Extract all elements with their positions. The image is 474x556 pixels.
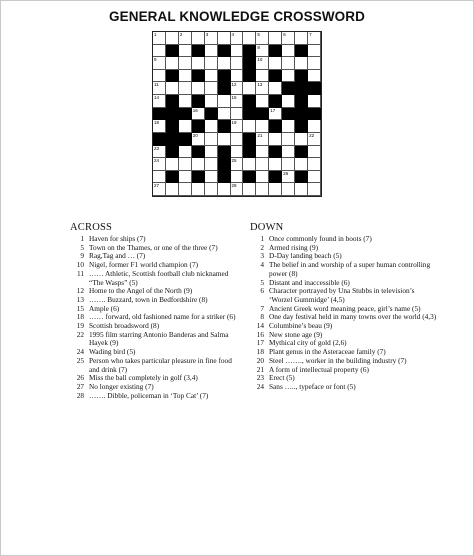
clue-text: Rag,Tag and … (7) [89, 251, 146, 261]
grid-cell[interactable] [205, 82, 218, 95]
grid-cell[interactable] [179, 32, 192, 45]
grid-cell[interactable] [243, 32, 256, 45]
grid-cell[interactable] [231, 171, 244, 184]
cell-number: 4 [231, 32, 235, 37]
grid-cell[interactable] [308, 45, 321, 58]
grid-cell[interactable] [256, 32, 269, 45]
grid-block [269, 120, 282, 133]
grid-block [205, 108, 218, 121]
grid-block [192, 146, 205, 159]
grid-cell[interactable] [205, 146, 218, 159]
grid-cell[interactable] [269, 32, 282, 45]
clue-text: Home to the Angel of the North (9) [89, 286, 193, 296]
grid-cell[interactable] [256, 133, 269, 146]
grid-cell[interactable] [282, 133, 295, 146]
cell-number: 6 [283, 32, 286, 37]
grid-block [218, 146, 231, 159]
grid-cell[interactable] [166, 82, 179, 95]
clue-item [70, 270, 242, 287]
grid-block [218, 120, 231, 133]
clue-text: 1995 film starring Antonio Banderas and Salma Hayek (9) [89, 329, 229, 348]
grid-block [243, 133, 256, 146]
grid-cell[interactable] [153, 146, 166, 159]
grid-cell[interactable] [179, 120, 192, 133]
cell-number: 5 [257, 32, 260, 37]
grid-cell[interactable] [218, 108, 231, 121]
cell-number: 13 [257, 82, 263, 88]
clue-text: Miss the ball completely in golf (3,4) [89, 373, 198, 383]
grid-cell[interactable] [218, 95, 231, 108]
grid-block [243, 45, 256, 58]
clue-text: Plant genus in the Asteraceae family (7) [269, 347, 386, 357]
grid-cell[interactable] [231, 133, 244, 146]
grid-block [282, 108, 295, 121]
grid-cell[interactable] [269, 133, 282, 146]
grid-cell[interactable] [231, 158, 244, 171]
grid-cell[interactable] [308, 158, 321, 171]
clue-number: 4 [260, 260, 264, 270]
grid-block [295, 70, 308, 83]
clue-number: 5 [80, 242, 84, 252]
grid-cell[interactable] [205, 95, 218, 108]
grid-cell[interactable] [205, 57, 218, 70]
grid-cell[interactable] [282, 32, 295, 45]
clue-number: 7 [260, 303, 264, 313]
grid-cell[interactable] [308, 171, 321, 184]
grid-cell[interactable] [166, 183, 179, 196]
grid-cell[interactable] [205, 120, 218, 133]
grid-cell[interactable] [256, 82, 269, 95]
grid-cell[interactable] [282, 146, 295, 159]
grid-cell[interactable] [153, 32, 166, 45]
grid-cell[interactable] [179, 171, 192, 184]
clue-item [250, 287, 438, 304]
grid-block [269, 45, 282, 58]
grid-block [166, 133, 179, 146]
grid-cell[interactable] [282, 158, 295, 171]
clue-number: 9 [80, 251, 84, 261]
clue-item [70, 331, 242, 348]
grid-cell[interactable] [192, 133, 205, 146]
clue-number: 22 [76, 329, 84, 339]
grid-cell[interactable] [282, 57, 295, 70]
clue-number: 1 [80, 234, 84, 243]
grid-block [218, 70, 231, 83]
clue-text: ……. Buzzard, town in Bedfordshire (8) [89, 294, 208, 304]
clue-number: 13 [76, 294, 84, 304]
clue-text: Distant and inaccessible (6) [269, 277, 350, 287]
across-clues [70, 222, 242, 400]
grid-block [166, 95, 179, 108]
clue-number: 15 [76, 303, 84, 313]
grid-cell[interactable] [269, 108, 282, 121]
grid-cell[interactable] [243, 82, 256, 95]
grid-cell[interactable] [166, 158, 179, 171]
grid-cell[interactable] [179, 57, 192, 70]
clue-number: 21 [256, 364, 264, 374]
clue-text: Scottish broadsword (8) [89, 321, 160, 331]
grid-cell[interactable] [218, 183, 231, 196]
grid-block [269, 171, 282, 184]
clue-text: Character portrayed by Una Stubbs in television’s ‘Worzel Gummidge’ (4,5) [269, 286, 415, 304]
clue-item [70, 392, 242, 401]
cell-number: 18 [154, 120, 160, 126]
cell-number: 21 [257, 132, 263, 138]
grid-cell[interactable] [308, 183, 321, 196]
across-clue-list [70, 235, 242, 400]
grid-cell[interactable] [231, 120, 244, 133]
grid-cell[interactable] [308, 57, 321, 70]
grid-cell[interactable] [256, 171, 269, 184]
grid-cell[interactable] [308, 133, 321, 146]
grid-cell[interactable] [179, 146, 192, 159]
grid-block [243, 95, 256, 108]
clue-number: 3 [260, 251, 264, 261]
cell-number: 11 [154, 82, 159, 88]
grid-cell[interactable] [269, 183, 282, 196]
clue-text: Ancient Greek word meaning peace, girl’s name (5) [269, 303, 421, 313]
grid-cell[interactable] [231, 70, 244, 83]
grid-block [243, 108, 256, 121]
grid-cell[interactable] [256, 45, 269, 58]
clue-text: Haven for ships (7) [89, 234, 146, 243]
grid-cell[interactable] [153, 70, 166, 83]
clue-number: 25 [76, 355, 84, 365]
grid-block [166, 120, 179, 133]
grid-block [179, 108, 192, 121]
grid-cell[interactable] [153, 120, 166, 133]
cell-number: 20 [192, 132, 198, 138]
cell-number: 17 [270, 107, 276, 113]
grid-cell[interactable] [231, 57, 244, 70]
down-clue-list [250, 235, 438, 392]
grid-cell[interactable] [308, 70, 321, 83]
grid-cell[interactable] [205, 158, 218, 171]
grid-cell[interactable] [282, 45, 295, 58]
grid-block [166, 70, 179, 83]
clue-text: Armed rising (9) [269, 242, 319, 252]
cell-number: 3 [205, 32, 209, 37]
grid-cell[interactable] [295, 57, 308, 70]
grid-block [166, 108, 179, 121]
grid-cell[interactable] [282, 120, 295, 133]
grid-block [243, 171, 256, 184]
across-heading: ACROSS [70, 222, 113, 233]
grid-cell[interactable] [205, 70, 218, 83]
clue-item [250, 261, 438, 278]
clue-number: 18 [76, 312, 84, 322]
clue-text: One day festival held in many towns over the world (4,3) [269, 312, 437, 322]
clue-item [70, 357, 242, 374]
grid-block [295, 146, 308, 159]
cell-number: 7 [309, 32, 312, 37]
grid-block [192, 171, 205, 184]
grid-cell[interactable] [308, 120, 321, 133]
grid-cell[interactable] [179, 82, 192, 95]
grid-cell[interactable] [308, 32, 321, 45]
clue-text: Person who takes particular pleasure in fine food and drink (7) [89, 355, 232, 374]
grid-cell[interactable] [205, 45, 218, 58]
grid-cell[interactable] [179, 158, 192, 171]
grid-cell[interactable] [282, 95, 295, 108]
clue-text: Once commonly found in boots (7) [269, 234, 372, 243]
cell-number: 19 [231, 120, 237, 126]
cell-number: 25 [231, 158, 237, 164]
clue-text: …… Athletic, Scottish football club nicknamed “The Wasps” (5) [89, 268, 229, 287]
grid-cell[interactable] [269, 82, 282, 95]
grid-cell[interactable] [153, 45, 166, 58]
grid-cell[interactable] [256, 120, 269, 133]
cell-number: 10 [257, 57, 263, 63]
cell-number: 27 [154, 183, 160, 189]
clue-number: 23 [256, 373, 264, 383]
grid-block [308, 108, 321, 121]
grid-cell[interactable] [231, 82, 244, 95]
grid-cell[interactable] [192, 183, 205, 196]
grid-cell[interactable] [153, 57, 166, 70]
grid-cell[interactable] [218, 133, 231, 146]
grid-cell[interactable] [192, 108, 205, 121]
grid-block [295, 95, 308, 108]
grid-cell[interactable] [166, 57, 179, 70]
grid-cell[interactable] [192, 32, 205, 45]
clue-number: 24 [76, 347, 84, 357]
crossword-grid[interactable] [152, 31, 322, 197]
clue-text: Town on the Thames, or one of the three (7) [89, 242, 218, 252]
grid-cell[interactable] [179, 183, 192, 196]
clue-text: New stone age (9) [269, 329, 323, 339]
grid-cell[interactable] [205, 133, 218, 146]
clue-text: …… forward, old fashioned name for a striker (6) [89, 312, 236, 322]
grid-block [218, 158, 231, 171]
grid-block [192, 95, 205, 108]
clue-number: 12 [76, 286, 84, 296]
clue-number: 2 [260, 242, 264, 252]
grid-cell[interactable] [231, 32, 244, 45]
clue-number: 17 [256, 338, 264, 348]
grid-cell[interactable] [153, 158, 166, 171]
clue-number: 5 [260, 277, 264, 287]
grid-cell[interactable] [231, 183, 244, 196]
page-title: GENERAL KNOWLEDGE CROSSWORD [109, 9, 365, 24]
grid-cell[interactable] [256, 146, 269, 159]
down-heading: DOWN [250, 222, 284, 233]
clue-text: Columbine’s beau (9) [269, 321, 333, 331]
grid-cell[interactable] [256, 183, 269, 196]
grid-block [192, 120, 205, 133]
clue-number: 10 [76, 260, 84, 270]
grid-cell[interactable] [295, 32, 308, 45]
grid-cell[interactable] [153, 171, 166, 184]
down-clues [250, 222, 438, 392]
clue-number: 19 [76, 321, 84, 331]
grid-cell[interactable] [308, 146, 321, 159]
grid-block [166, 45, 179, 58]
grid-cell[interactable] [153, 82, 166, 95]
clue-number: 11 [76, 268, 84, 278]
grid-cell[interactable] [256, 70, 269, 83]
grid-cell[interactable] [218, 57, 231, 70]
grid-block [179, 133, 192, 146]
clue-number: 26 [76, 373, 84, 383]
grid-block [295, 82, 308, 95]
grid-cell[interactable] [153, 95, 166, 108]
grid-cell[interactable] [243, 158, 256, 171]
grid-cell[interactable] [179, 70, 192, 83]
grid-block [218, 45, 231, 58]
grid-cell[interactable] [282, 70, 295, 83]
grid-cell[interactable] [295, 133, 308, 146]
clue-text: D-Day landing beach (5) [269, 251, 342, 261]
cell-number: 15 [231, 95, 237, 101]
cell-number: 2 [179, 32, 183, 37]
grid-cell[interactable] [192, 158, 205, 171]
grid-cell[interactable] [243, 183, 256, 196]
grid-block [295, 120, 308, 133]
clue-number: 20 [256, 355, 264, 365]
grid-block [308, 82, 321, 95]
grid-block [192, 45, 205, 58]
grid-cell[interactable] [243, 120, 256, 133]
grid-block [153, 133, 166, 146]
clue-text: A form of intellectual property (6) [269, 364, 369, 374]
grid-cell[interactable] [192, 57, 205, 70]
clue-number: 8 [260, 312, 264, 322]
clue-number: 14 [256, 321, 264, 331]
cell-number: 8 [257, 44, 260, 50]
clue-text: Wading bird (5) [89, 347, 136, 357]
grid-block [166, 146, 179, 159]
grid-block [295, 171, 308, 184]
clue-number: 6 [260, 286, 264, 296]
clue-number: 28 [76, 390, 84, 400]
grid-cell[interactable] [231, 108, 244, 121]
grid-cell[interactable] [218, 32, 231, 45]
grid-cell[interactable] [295, 158, 308, 171]
clue-text: ……. Dibble, policeman in ‘Top Cat’ (7) [89, 390, 209, 400]
cell-number: 9 [154, 57, 157, 63]
clue-number: 1 [260, 234, 264, 243]
grid-block [243, 146, 256, 159]
grid-cell[interactable] [295, 183, 308, 196]
grid-block [269, 70, 282, 83]
grid-block [256, 108, 269, 121]
clue-item [250, 383, 438, 392]
grid-cell[interactable] [282, 183, 295, 196]
cell-number: 22 [309, 132, 315, 138]
grid-block [243, 57, 256, 70]
cell-number: 16 [192, 107, 198, 113]
grid-block [218, 171, 231, 184]
clue-text: Steel ……., worker in the building industry (7) [269, 355, 407, 365]
cell-number: 1 [154, 32, 157, 37]
grid-cell[interactable] [179, 45, 192, 58]
grid-cell[interactable] [166, 32, 179, 45]
grid-block [192, 70, 205, 83]
grid-cell[interactable] [269, 57, 282, 70]
grid-block [166, 171, 179, 184]
clue-text: Mythical city of gold (2,6) [269, 338, 347, 348]
clue-text: Erect (5) [269, 373, 295, 383]
clue-text: Sans ….., typeface or font (5) [269, 381, 356, 391]
grid-cell[interactable] [205, 32, 218, 45]
grid-cell[interactable] [192, 82, 205, 95]
grid-cell[interactable] [269, 158, 282, 171]
clue-number: 27 [76, 381, 84, 391]
grid-cell[interactable] [231, 146, 244, 159]
grid-cell[interactable] [231, 95, 244, 108]
grid-cell[interactable] [179, 95, 192, 108]
grid-cell[interactable] [205, 183, 218, 196]
grid-block [218, 82, 231, 95]
grid-block [243, 70, 256, 83]
clue-text: The belief in and worship of a super human controlling power (8) [269, 260, 431, 278]
clue-number: 18 [256, 347, 264, 357]
grid-cell[interactable] [205, 171, 218, 184]
cell-number: 24 [154, 158, 160, 164]
grid-cell[interactable] [153, 183, 166, 196]
cell-number: 14 [154, 95, 160, 101]
cell-number: 23 [154, 145, 160, 151]
cell-number: 26 [283, 170, 289, 176]
grid-block [269, 95, 282, 108]
grid-cell[interactable] [256, 95, 269, 108]
grid-cell[interactable] [256, 57, 269, 70]
grid-block [282, 82, 295, 95]
grid-block [153, 108, 166, 121]
clue-text: Nigel, former F1 world champion (7) [89, 260, 199, 270]
clue-number: 16 [256, 329, 264, 339]
cell-number: 12 [231, 82, 237, 88]
grid-cell[interactable] [256, 158, 269, 171]
grid-cell[interactable] [282, 171, 295, 184]
cell-number: 28 [231, 183, 237, 189]
grid-block [269, 146, 282, 159]
clue-number: 24 [256, 381, 264, 391]
grid-block [295, 45, 308, 58]
grid-cell[interactable] [231, 45, 244, 58]
clue-text: No longer existing (7) [89, 381, 154, 391]
clue-text: Ample (6) [89, 303, 120, 313]
grid-block [295, 108, 308, 121]
grid-cell[interactable] [308, 95, 321, 108]
